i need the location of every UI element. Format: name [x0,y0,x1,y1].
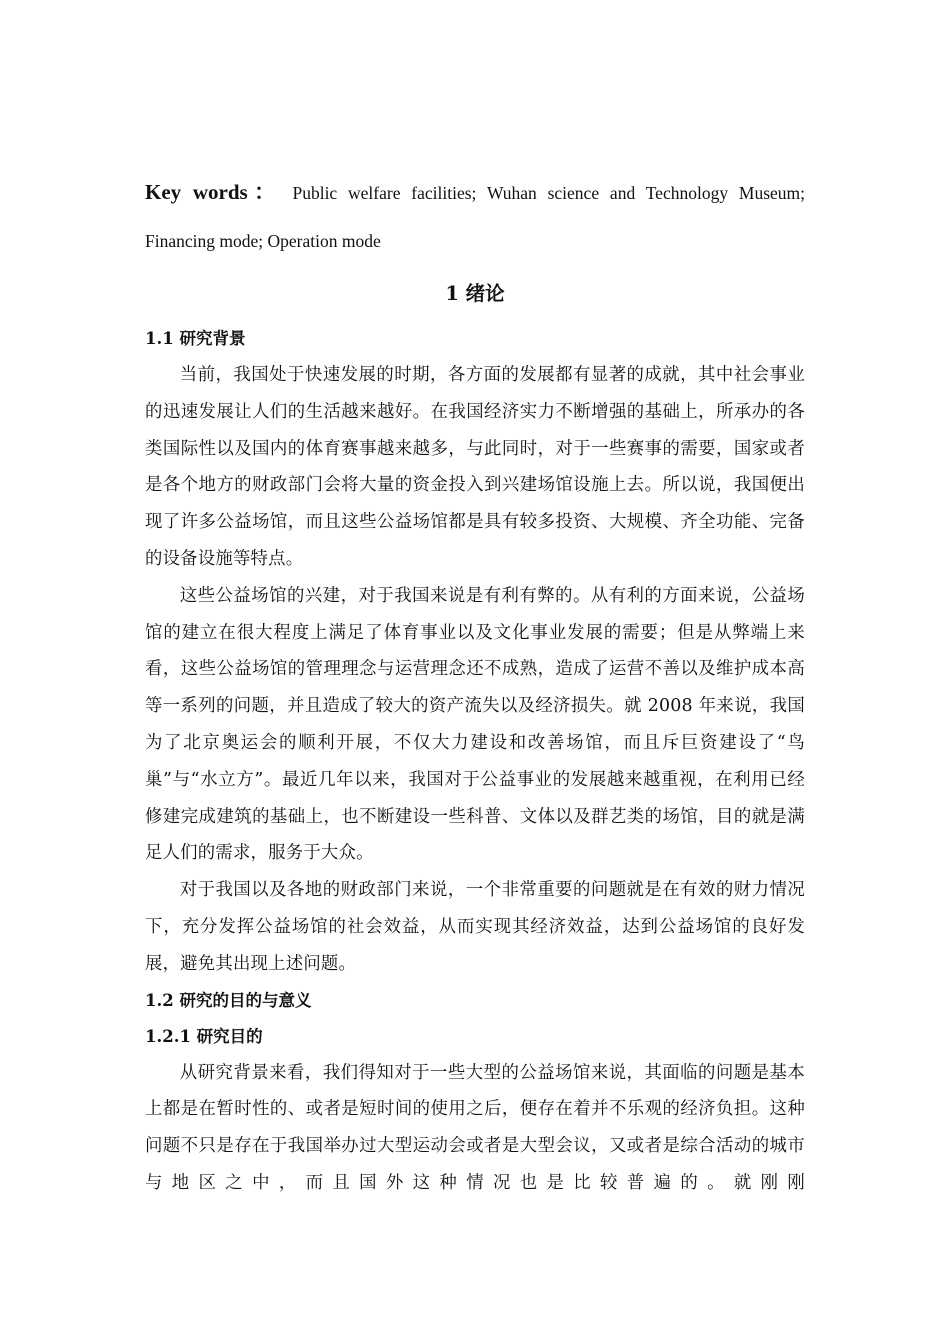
paragraph: 当前，我国处于快速发展的时期，各方面的发展都有显著的成就，其中社会事业的迅速发展让人们的生活越来越好。在我国经济实力不断增强的基础上，所承办的各类国际性以及国内的体育赛事越来越多，与此同时，对于一些赛事的需要，国家或者是各个地方的财政部门会将大量的资金投入到兴建场馆设施上去。所以说，我国便出现了许多公益场馆，而且这些公益场馆都是具有较多投资、大规模、齐全功能、完备的设备设施等特点。 [145,365,805,569]
paragraph: 从研究背景来看，我们得知对于一些大型的公益场馆来说，其面临的问题是基本上都是在暂时性的、或者是短时间的使用之后，便存在着并不乐观的经济负担。这种问题不只是存在于我国举办过大型运动会或者是大型会议，又或者是综合活动的城市与地区之中，而且国外这种情况也是比较普遍的。就刚刚 [145,1062,805,1193]
keywords-text: Public welfare facilities; Wuhan science and Technology Museum; Financing mode; Operation mode [145,183,806,251]
chapter-title: 1 绪论 [445,282,505,305]
paragraph: 这些公益场馆的兴建，对于我国来说是有利有弊的。从有利的方面来说，公益场馆的建立在很大程度上满足了体育事业以及文化事业发展的需要；但是从弊端上来看，这些公益场馆的管理理念与运营理念还不成熟，造成了运营不善以及维护成本高等一系列的问题，并且造成了较大的资产流失以及经济损失。就 2008 年来说，我国为了北京奥运会的顺利开展，不仅大力建设和改善场馆，而且斥巨资建设了“鸟巢”与“水立方”。最近几年以来，我国对于公益事业的发展越来越重视，在利用已经修建完成建筑的基础上，也不断建设一些科普、文体以及群艺类的场馆，目的就是满足人们的需求，服务于大众。 [145,585,805,864]
keywords-label: Key words： [145,180,282,204]
keywords-paragraph [145,168,805,265]
section-heading-1-1: 1.1 研究背景 [145,329,246,348]
document-page [145,168,805,1202]
section-heading-1-2: 1.2 研究的目的与意义 [145,990,312,1010]
section-heading-1-2-1: 1.2.1 研究目的 [145,1026,263,1046]
paragraph: 对于我国以及各地的财政部门来说，一个非常重要的问题就是在有效的财力情况下，充分发挥公益场馆的社会效益，从而实现其经济效益，达到公益场馆的良好发展，避免其出现上述问题。 [145,880,805,974]
